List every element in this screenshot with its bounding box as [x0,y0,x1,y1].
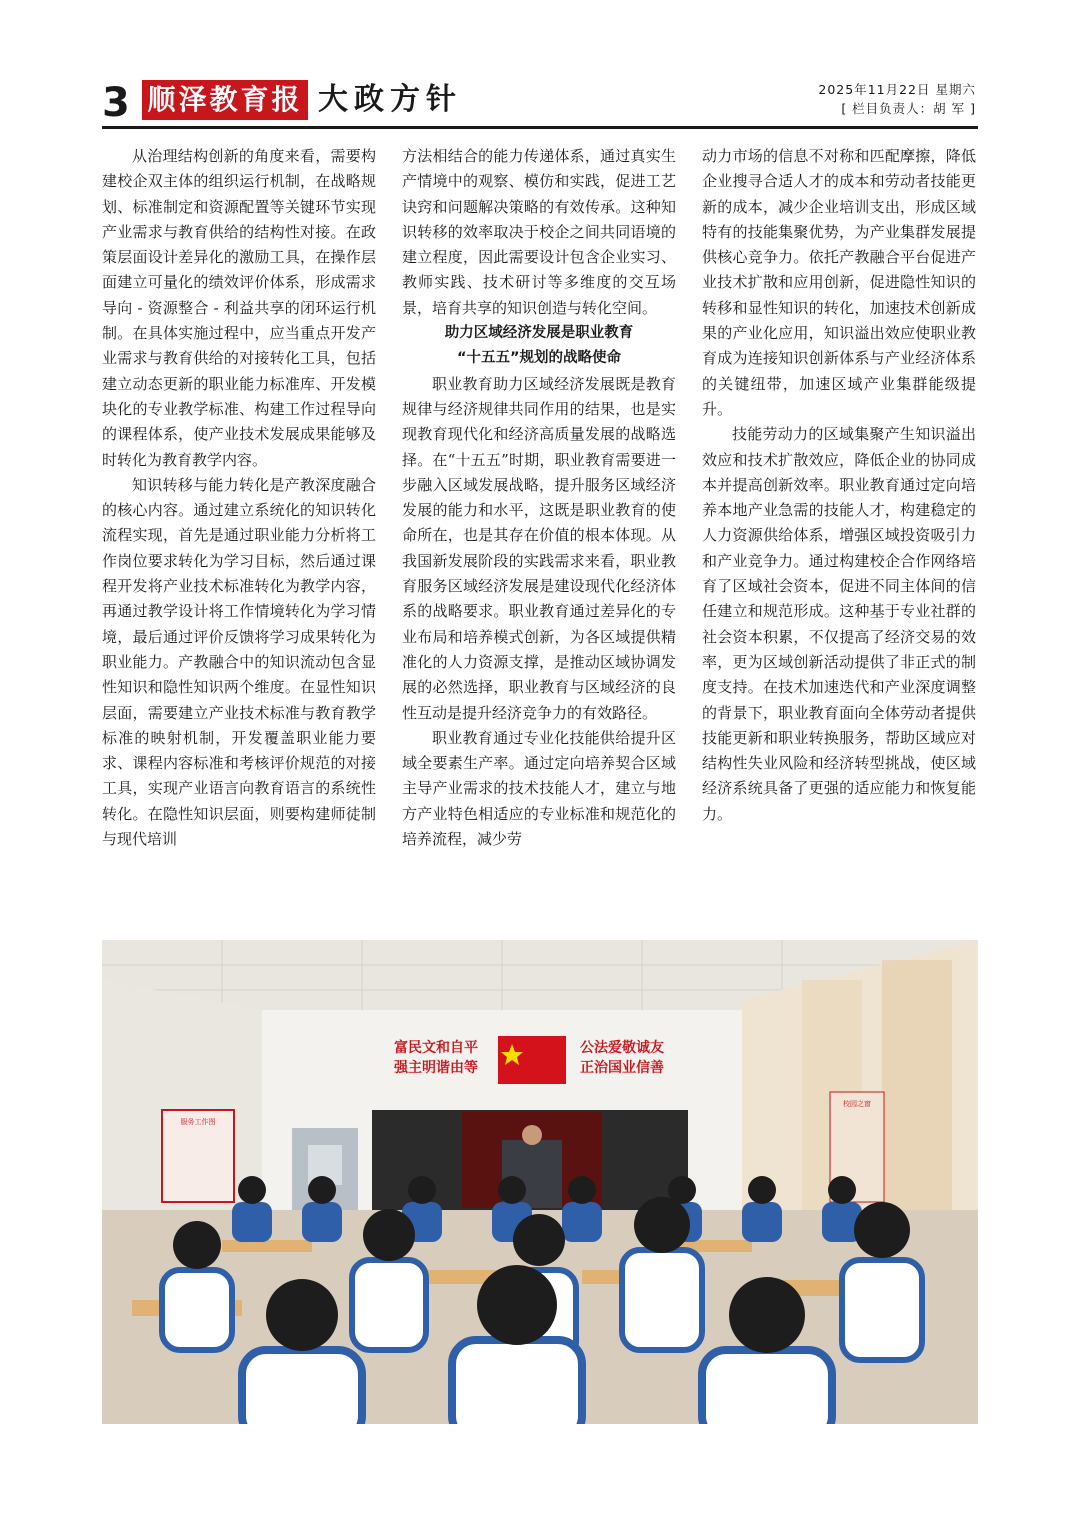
article-paragraph: 职业教育助力区域经济发展既是教育规律与经济规律共同作用的结果，也是实现教育现代化和经济高质量发展的战略选择。在“十五五”时期，职业教育需要进一步融入区域发展战略，提升服务区域经济发展的能力和水平，这既是职业教育的使命所在，也是其存在价值的根本体现。从我国新发展阶段的实践需求来看，职业教育服务区域经济发展是建设现代化经济体系的战略要求。职业教育通过差异化的专业布局和培养模式创新，为各区域提供精准化的人力资源支撑，是推动区域协调发展的必然选择，职业教育与区域经济的良性互动是提升经济竞争力的有效路径。 [402,374,676,722]
page-number: 3 [102,80,130,126]
classroom-photo [102,940,978,1424]
article-paragraph: 方法相结合的能力传递体系，通过真实生产情境中的观察、模仿和实践，促进工艺诀窍和问题解决策略的有效传承。这种知识转移的效率取决于校企之间共同语境的建立程度，因此需要设计包含企业实习、教师实践、技术研讨等多维度的交互场景，培育共享的知识创造与转化空间。 [402,147,676,317]
wall-board-title: 服务工作图 [180,1118,216,1126]
banner-right-line1: 公法爱敬诚友 [580,1040,664,1056]
section-title: 大政方针 [318,82,462,117]
banner-left-line2: 强主明谐由等 [394,1060,478,1076]
column-editor: [ 栏目负责人：胡 军 ] [841,101,976,116]
article-paragraph: 职业教育通过专业化技能供给提升区域全要素生产率。通过定向培养契合区域主导产业需求的技术技能人才，建立与地方产业特色相适应的专业标准和规范化的培养流程，减少劳 [402,728,676,849]
screen-figure-head [522,1125,542,1145]
article-paragraph: 技能劳动力的区域集聚产生知识溢出效应和技术扩散效应，降低企业的协同成本并提高创新效率。职业教育通过定向培养本地产业急需的技能人才，构建稳定的人力资源供给体系，增强区域投资吸引力和产业竞争力。通过构建校企合作网络培育了区域社会资本，促进不同主体间的信任建立和规范形成。这种基于专业社群的社会资本积累，不仅提高了经济交易的效率，更为区域创新活动提供了非正式的制度支持。在技术加速迭代和产业深度调整的背景下，职业教育面向全体劳动者提供技能更新和职业转换服务，帮助区域应对结构性失业风险和经济转型挑战，使区域经济系统具备了更强的适应能力和恢复能力。 [702,425,976,823]
article-column-2 [402,144,676,934]
article-paragraph: 从治理结构创新的角度来看，需要构建校企双主体的组织运行机制，在战略规划、标准制定和资源配置等关键环节实现产业需求与教育供给的结构性对接。在政策层面设计差异化的激励工具，在操作层面建立可量化的绩效评价体系，形成需求导向 - 资源整合 - 利益共享的闭环运行机制。在具体实施过程中，应当重点开发产业需求与教育供给的对接转化工具，包括建立动态更新的职业能力标准库、开发模块化的专业教学标准、构建工作过程导向的课程体系，使产业技术发展成果能够及时转化为教育教学内容。 [102,147,376,469]
article-paragraph: 知识转移与能力转化是产教深度融合的核心内容。通过建立系统化的知识转化流程实现，首先是通过职业能力分析将工作岗位要求转化为学习目标，然后通过课程开发将产业技术标准转化为教学内容，再通过教学设计将工作情境转化为学习情境，最后通过评价反馈将学习成果转化为职业能力。产教融合中的知识流动包含显性知识和隐性知识两个维度。在显性知识层面，需要建立产业技术标准与教育教学标准的映射机制，开发覆盖职业能力要求、课程内容标准和考核评价规范的对接工具，实现产业语言向教育语言的系统性转化。在隐性知识层面，则要构建师徒制与现代培训 [102,475,376,849]
article-column-1 [102,144,376,934]
newspaper-logo: 顺泽教育报 [142,80,308,120]
issue-date: 2025年11月22日 星期六 [818,82,976,97]
article-subheading [402,321,676,372]
subheading-line: “十五五”规划的战略使命 [456,350,622,367]
subheading-line: 助力区域经济发展是职业教育 [444,325,634,342]
cabinet-label: 校园之窗 [843,1100,871,1108]
banner-right-line2: 正治国业信善 [580,1060,664,1076]
banner-left-line1: 富民文和自平 [394,1040,478,1056]
header-rule [102,126,978,129]
article-paragraph: 动力市场的信息不对称和匹配摩擦，降低企业搜寻合适人才的成本和劳动者技能更新的成本，减少企业培训支出，形成区域特有的技能集聚优势，为产业集群发展提供核心竞争力。依托产教融合平台促进产业技术扩散和应用创新，促进隐性知识的转移和显性知识的转化，加速技术创新成果的产业化应用，知识溢出效应使职业教育成为连接知识创新体系与产业经济体系的关键纽带，加速区域产业集群能级提升。 [702,147,976,418]
article-column-3 [702,144,976,934]
classroom-illustration [102,940,978,1424]
